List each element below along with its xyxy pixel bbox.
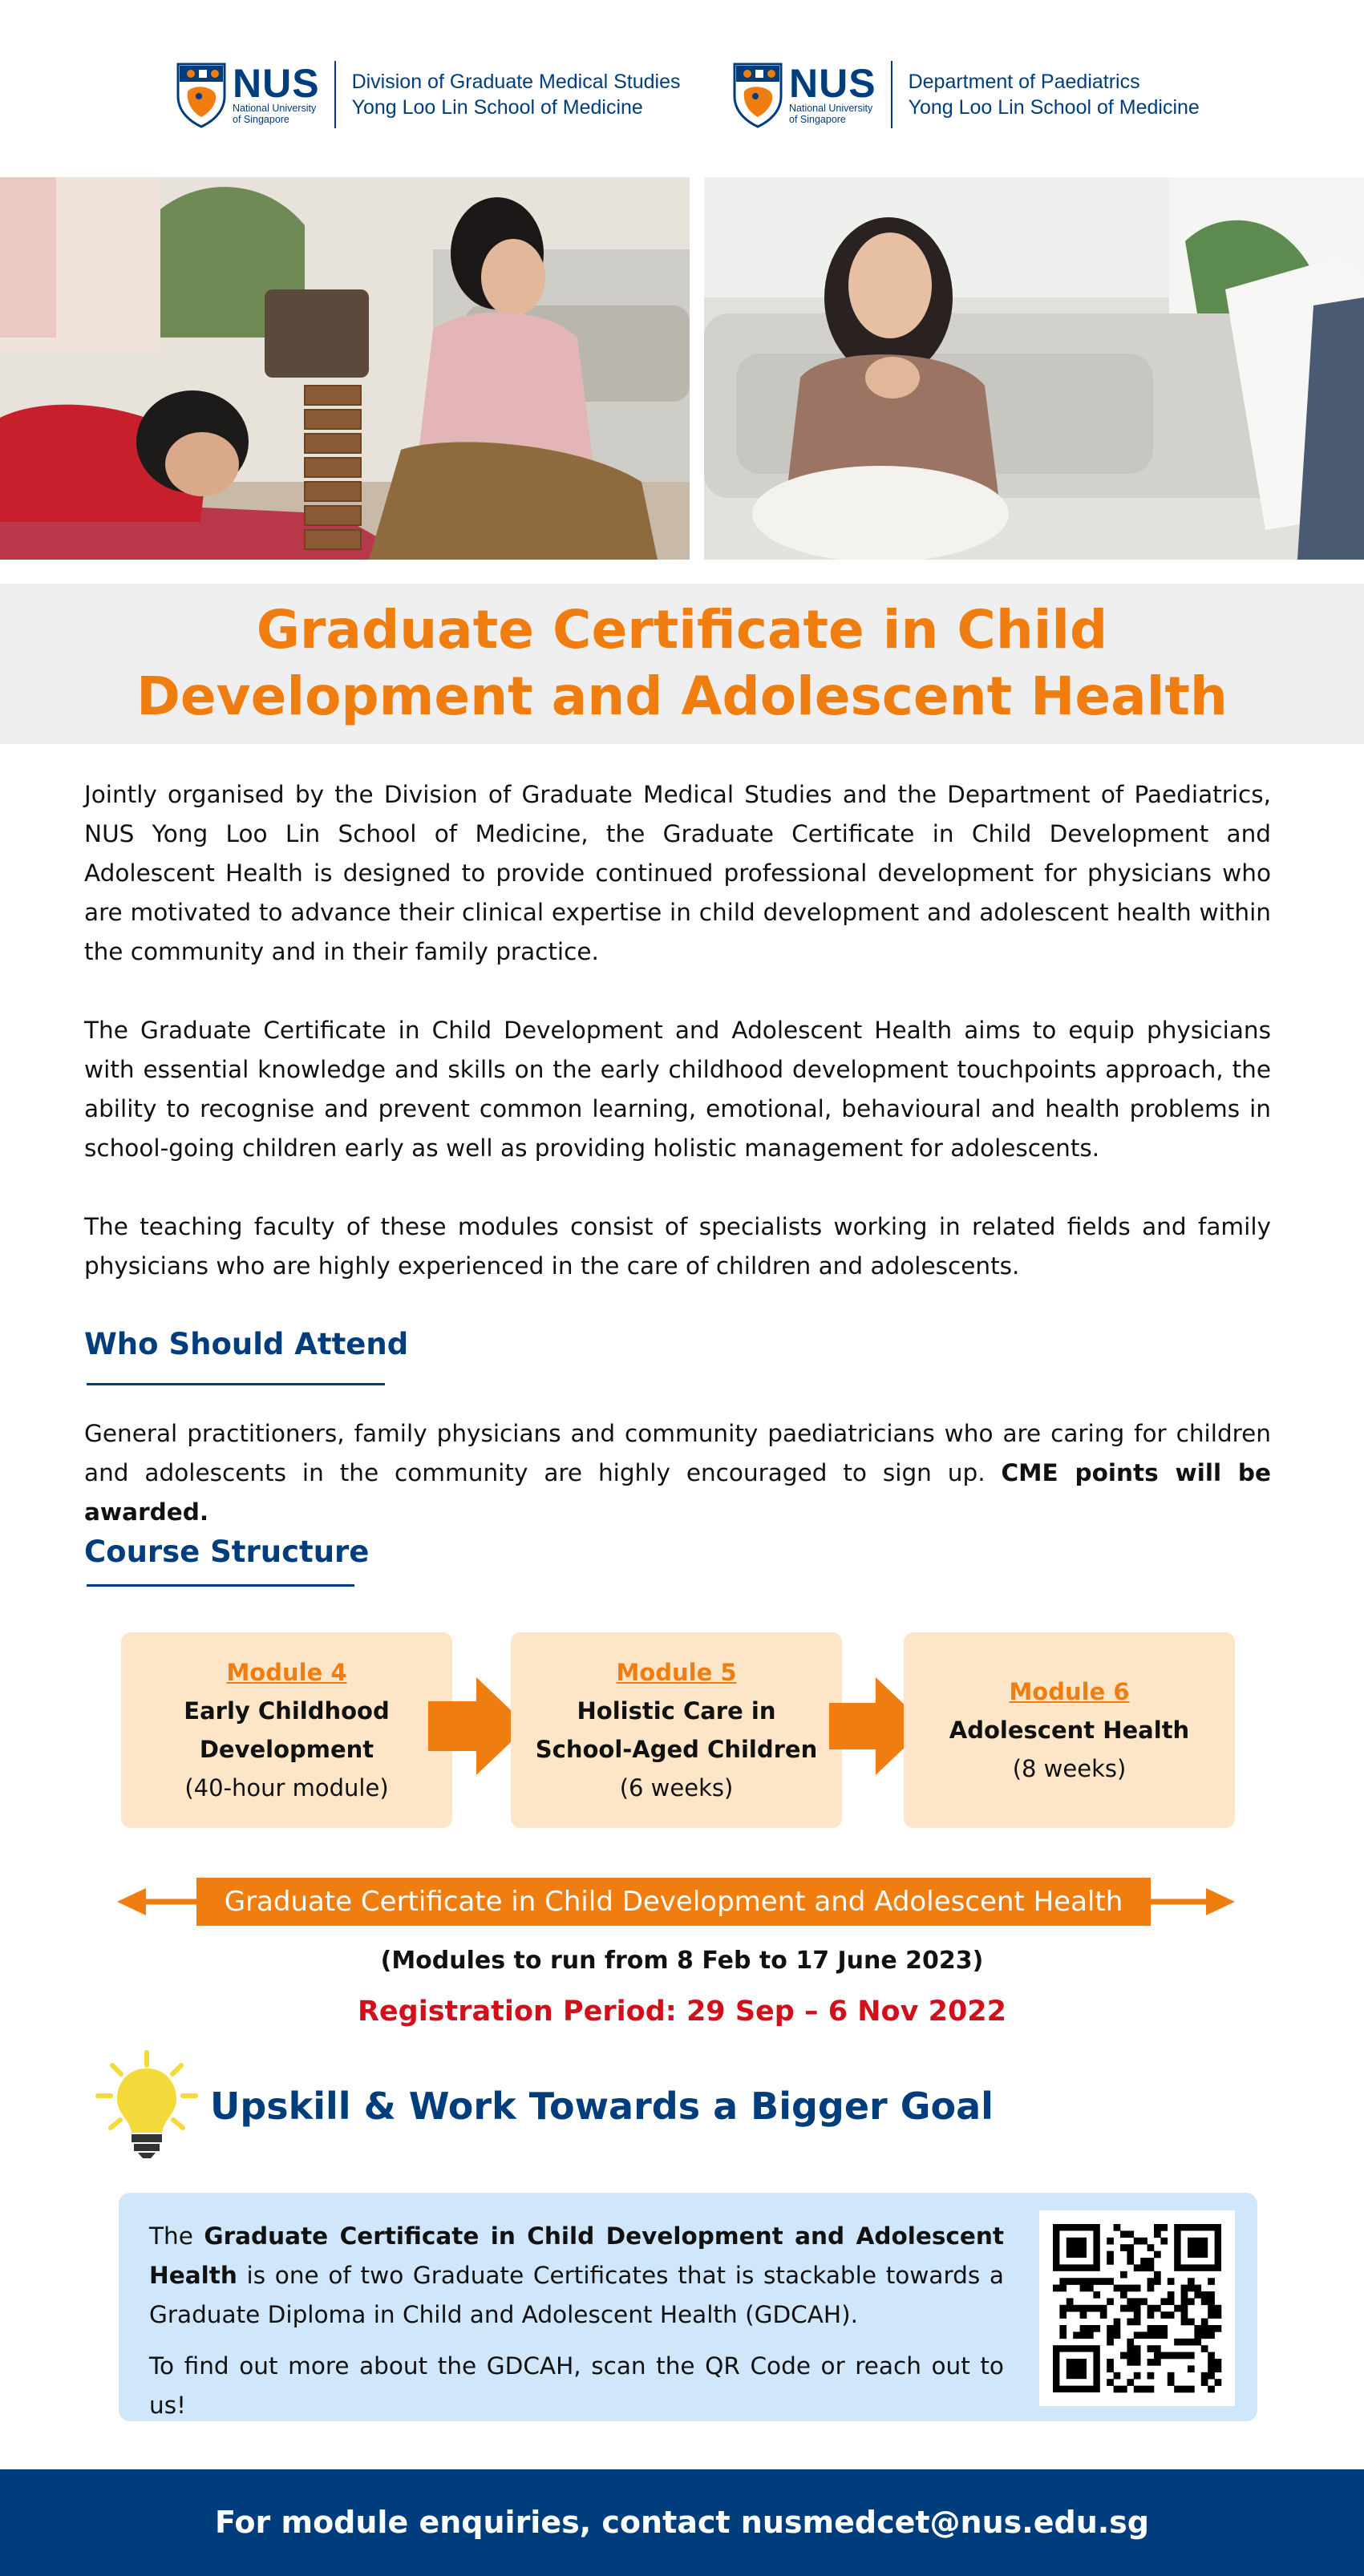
module-duration: (6 weeks) [619,1774,734,1802]
module-name: School-Aged Children [535,1736,818,1763]
module-name: Adolescent Health [949,1717,1190,1744]
module-duration: (8 weeks) [1012,1755,1127,1782]
heading-underline [87,1584,354,1587]
module-title: Module 6 [1009,1678,1130,1705]
module-title: Module 5 [616,1659,737,1686]
heading-underline [87,1383,385,1385]
page-title-line-2: Development and Adolescent Health [136,665,1228,727]
module-card-6 [904,1632,1235,1828]
photo-young-woman-consultation [704,177,1364,560]
module-card-4 [121,1632,452,1828]
brand-subline: National University [233,103,317,114]
module-dates: (Modules to run from 8 Feb to 17 June 2023) [380,1947,984,1975]
info-text-bold: Graduate Certificate in Child Development and Adolescent Health [149,2222,1004,2289]
brand-wordmark: NUS [233,61,320,106]
module-duration: (40-hour module) [184,1774,389,1802]
nus-crest-icon [175,61,228,128]
logo-department: Division of Graduate Medical Studies [351,71,681,93]
graduate-certificate-bar: Graduate Certificate in Child Development and Adolescent Health [196,1878,1151,1926]
photo-children-playing [0,177,690,560]
logo-gms [175,56,681,133]
info-text-post: is one of two Graduate Certificates that is stackable towards a Graduate Diploma in Child and Adolescent Health (GDCAH). [149,2262,1004,2328]
gdcah-paragraph-1 [149,2217,1004,2335]
qr-code[interactable] [1039,2210,1235,2406]
logo-school: Yong Loo Lin School of Medicine [908,96,1200,119]
gdcah-info-box [119,2193,1257,2421]
module-name: Development [199,1736,374,1763]
module-name: Early Childhood [184,1697,390,1725]
cme-points-note: CME points will be awarded. [84,1459,1271,1526]
logo-school: Yong Loo Lin School of Medicine [351,96,643,119]
page-title-line-1: Graduate Certificate in Child [256,599,1108,661]
logo-divider [891,61,892,128]
who-should-attend-heading: Who Should Attend [84,1327,409,1361]
footer-contact[interactable]: For module enquiries, contact nusmedcet@nus.edu.sg [0,2469,1364,2576]
brand-subline: of Singapore [789,114,846,125]
course-structure-heading: Course Structure [84,1535,370,1569]
upskill-heading: Upskill & Work Towards a Bigger Goal [210,2085,994,2128]
brand-wordmark: NUS [789,61,876,106]
module-card-5 [511,1632,842,1828]
intro-paragraph-1: Jointly organised by the Division of Graduate Medical Studies and the Department of Paediatrics, NUS Yong Loo Lin School of Medicine, the Graduate Certificate in Child Development and Adolescent Health is designed to provide continued professional development for physicians who are motivated to advance their clinical expertise in child development and adolescent health within the community and in their family practice. [84,781,1271,965]
gdcah-paragraph-2: To find out more about the GDCAH, scan the QR Code or reach out to us! [149,2352,1004,2419]
module-title: Module 4 [226,1659,347,1686]
registration-period: Registration Period: 29 Sep – 6 Nov 2022 [357,1996,1007,2028]
logo-department: Department of Paediatrics [908,71,1140,93]
brand-subline: of Singapore [233,114,289,125]
logo-paediatrics [731,56,1200,133]
logo-divider [334,61,336,128]
brand-subline: National University [789,103,873,114]
module-name: Holistic Care in [577,1697,776,1725]
info-text-pre: The [149,2222,193,2250]
intro-paragraph-2: The Graduate Certificate in Child Development and Adolescent Health aims to equip physicians with essential knowledge and skills on the early childhood development touchpoints approach, the ability to recognise and prevent common learning, emotional, behavioural and health problems in school-going children early as well as providing holistic management for adolescents. [84,1017,1271,1162]
who-should-attend-text [84,1414,1271,1532]
intro-paragraph-3: The teaching faculty of these modules consist of specialists working in related fields and family physicians who are highly experienced in the care of children and adolescents. [84,1213,1271,1280]
qr-code-icon[interactable] [1039,2210,1235,2406]
lightbulb-icon [95,2049,199,2161]
attend-description: General practitioners, family physicians and community paediatricians who are caring for children and adolescents in the community are highly encouraged to sign up. [84,1420,1271,1486]
nus-crest-icon [731,61,784,128]
